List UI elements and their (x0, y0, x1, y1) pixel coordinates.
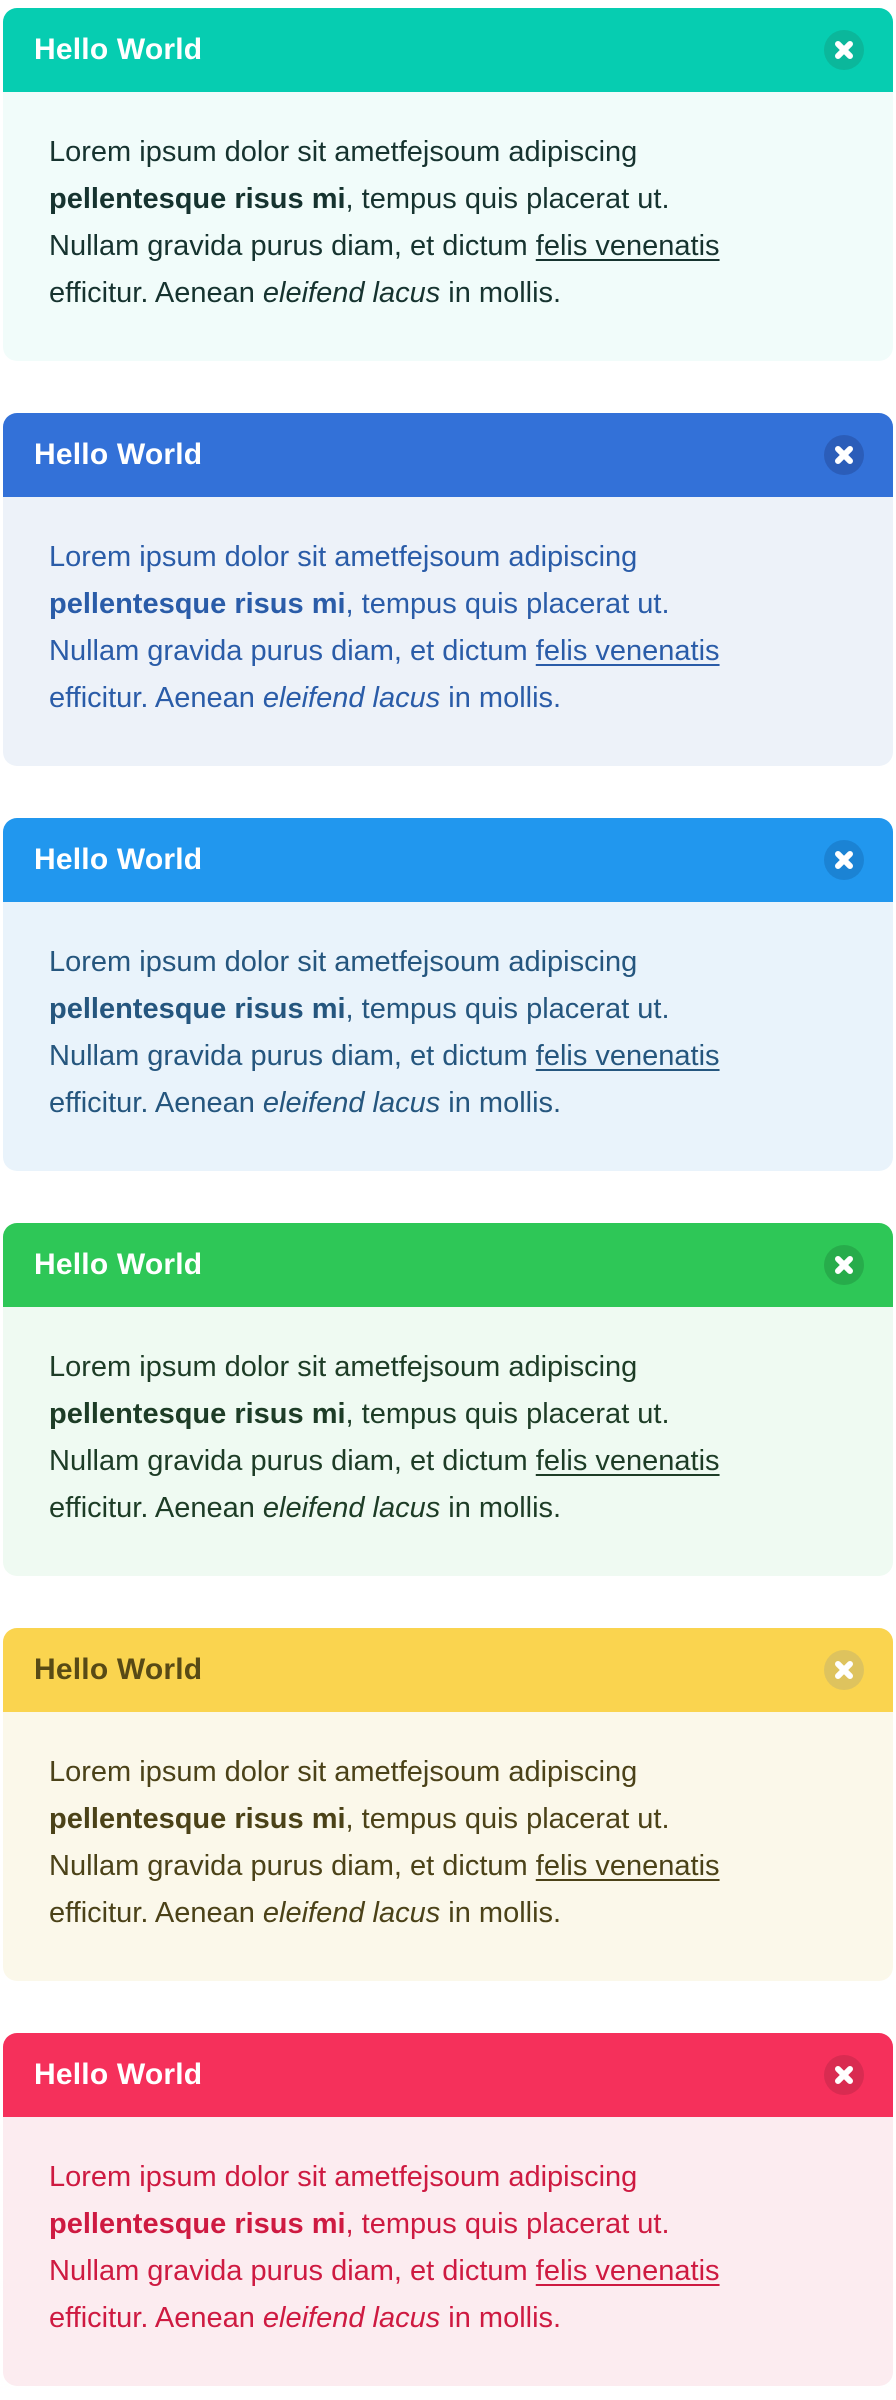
close-button[interactable] (824, 30, 864, 70)
card-title: Hello World (34, 438, 203, 471)
body-text (3, 497, 893, 766)
alert-header (3, 1223, 893, 1307)
body-text-segment: Lorem ipsum dolor sit ametfejsoum adipiscing (49, 1756, 638, 1788)
x-close-icon (833, 1254, 855, 1276)
body-text-segment: efficitur. Aenean (49, 2302, 263, 2334)
body-text-segment: in mollis. (440, 1087, 562, 1119)
close-button[interactable] (824, 1245, 864, 1285)
card-title: Hello World (34, 1248, 203, 1281)
body-text-segment: , tempus quis placerat ut. (345, 2208, 670, 2240)
felis-venenatis-link[interactable]: felis venenatis (535, 1850, 720, 1882)
body-text-segment: in mollis. (440, 2302, 562, 2334)
body-text-segment: eleifend lacus (262, 1492, 441, 1524)
body-text-segment: pellentesque risus mi (49, 183, 346, 215)
body-text-segment: efficitur. Aenean (49, 682, 263, 714)
x-close-icon (833, 444, 855, 466)
alert-header (3, 8, 893, 92)
card-title: Hello World (34, 843, 203, 876)
body-text-segment: Nullam gravida purus diam, et dictum (49, 230, 536, 262)
body-text-segment: in mollis. (440, 1897, 562, 1929)
alert-header (3, 413, 893, 497)
felis-venenatis-link[interactable]: felis venenatis (535, 1445, 720, 1477)
x-close-icon (833, 39, 855, 61)
body-text (3, 92, 893, 361)
felis-venenatis-link[interactable]: felis venenatis (535, 635, 720, 667)
body-text-segment: Lorem ipsum dolor sit ametfejsoum adipiscing (49, 946, 638, 978)
body-text-segment: pellentesque risus mi (49, 993, 346, 1025)
body-text-segment: Lorem ipsum dolor sit ametfejsoum adipiscing (49, 541, 638, 573)
body-text-segment: in mollis. (440, 682, 562, 714)
alert-header (3, 1628, 893, 1712)
body-text (3, 1712, 893, 1981)
body-text-segment: Lorem ipsum dolor sit ametfejsoum adipiscing (49, 1351, 638, 1383)
body-text-segment: , tempus quis placerat ut. (345, 1803, 670, 1835)
body-text-segment: , tempus quis placerat ut. (345, 1398, 670, 1430)
alert-card-yellow (3, 1628, 893, 1981)
body-text (3, 902, 893, 1171)
alert-card-azure (3, 818, 893, 1171)
close-button[interactable] (824, 840, 864, 880)
alert-card-green (3, 1223, 893, 1576)
card-title: Hello World (34, 1653, 203, 1686)
close-button[interactable] (824, 435, 864, 475)
body-text-segment: eleifend lacus (262, 682, 441, 714)
body-text-segment: efficitur. Aenean (49, 1087, 263, 1119)
alert-header (3, 2033, 893, 2117)
body-text-segment: , tempus quis placerat ut. (345, 183, 670, 215)
alert-card-blue (3, 413, 893, 766)
body-text-segment: eleifend lacus (262, 277, 441, 309)
body-text (3, 1307, 893, 1576)
body-text-segment: Nullam gravida purus diam, et dictum (49, 635, 536, 667)
close-button[interactable] (824, 2055, 864, 2095)
alert-card-red (3, 2033, 893, 2386)
x-close-icon (833, 1659, 855, 1681)
body-text-segment: eleifend lacus (262, 1897, 441, 1929)
body-text-segment: , tempus quis placerat ut. (345, 588, 670, 620)
body-text-segment: eleifend lacus (262, 2302, 441, 2334)
body-text-segment: pellentesque risus mi (49, 1803, 346, 1835)
felis-venenatis-link[interactable]: felis venenatis (535, 230, 720, 262)
x-close-icon (833, 849, 855, 871)
body-text-segment: pellentesque risus mi (49, 2208, 346, 2240)
body-text-segment: eleifend lacus (262, 1087, 441, 1119)
card-title: Hello World (34, 33, 203, 66)
felis-venenatis-link[interactable]: felis venenatis (535, 2255, 720, 2287)
body-text-segment: Lorem ipsum dolor sit ametfejsoum adipiscing (49, 2161, 638, 2193)
body-text-segment: in mollis. (440, 277, 562, 309)
body-text-segment: efficitur. Aenean (49, 277, 263, 309)
body-text-segment: , tempus quis placerat ut. (345, 993, 670, 1025)
body-text-segment: Nullam gravida purus diam, et dictum (49, 1445, 536, 1477)
body-text-segment: in mollis. (440, 1492, 562, 1524)
body-text-segment: pellentesque risus mi (49, 588, 346, 620)
body-text-segment: Lorem ipsum dolor sit ametfejsoum adipiscing (49, 136, 638, 168)
body-text-segment: Nullam gravida purus diam, et dictum (49, 1850, 536, 1882)
body-text-segment: pellentesque risus mi (49, 1398, 346, 1430)
alert-card-teal (3, 8, 893, 361)
body-text-segment: efficitur. Aenean (49, 1492, 263, 1524)
body-text-segment: efficitur. Aenean (49, 1897, 263, 1929)
body-text-segment: Nullam gravida purus diam, et dictum (49, 2255, 536, 2287)
close-button[interactable] (824, 1650, 864, 1690)
felis-venenatis-link[interactable]: felis venenatis (535, 1040, 720, 1072)
body-text (3, 2117, 893, 2386)
body-text-segment: Nullam gravida purus diam, et dictum (49, 1040, 536, 1072)
card-title: Hello World (34, 2058, 203, 2091)
x-close-icon (833, 2064, 855, 2086)
alert-header (3, 818, 893, 902)
